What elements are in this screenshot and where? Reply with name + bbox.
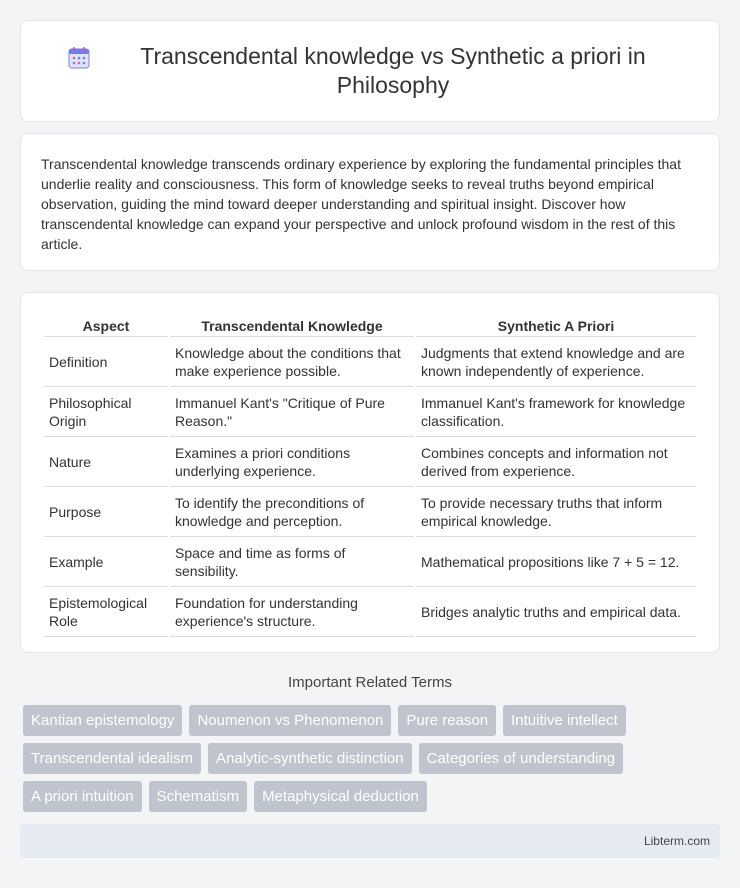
comparison-card <box>20 292 720 653</box>
comparison-table <box>42 313 698 638</box>
term-row <box>23 781 723 812</box>
cell-synthetic: Bridges analytic truths and empirical data. <box>416 588 696 637</box>
cell-aspect: Epistemological Role <box>44 588 168 637</box>
table-row <box>44 338 696 387</box>
table-row <box>44 438 696 487</box>
term-tag[interactable]: Transcendental idealism <box>23 743 201 774</box>
cell-transcendental: Examines a priori conditions underlying experience. <box>170 438 414 487</box>
cell-aspect: Purpose <box>44 488 168 537</box>
title-wrap <box>60 42 680 100</box>
cell-synthetic: Judgments that extend knowledge and are known independently of experience. <box>416 338 696 387</box>
table-row <box>44 538 696 587</box>
cell-synthetic: Immanuel Kant's framework for knowledge classification. <box>416 388 696 437</box>
table-row <box>44 588 696 637</box>
table-row <box>44 388 696 437</box>
intro-paragraph: Transcendental knowledge transcends ordinary experience by exploring the fundamental principles that underlie reality and consciousness. This form of knowledge seeks to reveal truths beyond empirical observation, guiding the mind toward deeper understanding and spiritual insight. Discover how transcendental knowledge can expand your perspective and unlock profound wisdom in the rest of this article. <box>41 156 681 252</box>
term-row <box>23 743 723 774</box>
related-terms <box>23 705 723 819</box>
cell-transcendental: Knowledge about the conditions that make experience possible. <box>170 338 414 387</box>
cell-synthetic: Mathematical propositions like 7 + 5 = 12. <box>416 538 696 587</box>
table-header-row <box>44 314 696 337</box>
term-tag[interactable]: Analytic-synthetic distinction <box>208 743 412 774</box>
page-title: Transcendental knowledge vs Synthetic a priori in Philosophy <box>140 43 646 98</box>
cell-transcendental: Immanuel Kant's "Critique of Pure Reason." <box>170 388 414 437</box>
term-tag[interactable]: Kantian epistemology <box>23 705 182 736</box>
cell-aspect: Nature <box>44 438 168 487</box>
footer <box>20 824 720 858</box>
term-tag[interactable]: Pure reason <box>398 705 496 736</box>
cell-transcendental: Foundation for understanding experience's structure. <box>170 588 414 637</box>
cell-transcendental: To identify the preconditions of knowledge and perception. <box>170 488 414 537</box>
term-tag[interactable]: Schematism <box>149 781 248 812</box>
term-tag[interactable]: Categories of understanding <box>419 743 623 774</box>
header-synthetic: Synthetic A Priori <box>416 314 696 337</box>
cell-aspect: Example <box>44 538 168 587</box>
calendar-icon <box>67 46 91 70</box>
cell-aspect: Philosophical Origin <box>44 388 168 437</box>
header-aspect: Aspect <box>44 314 168 337</box>
related-terms-heading: Important Related Terms <box>288 674 452 691</box>
title-card <box>20 20 720 122</box>
term-tag[interactable]: Metaphysical deduction <box>254 781 427 812</box>
cell-transcendental: Space and time as forms of sensibility. <box>170 538 414 587</box>
cell-aspect: Definition <box>44 338 168 387</box>
term-tag[interactable]: A priori intuition <box>23 781 142 812</box>
term-tag[interactable]: Noumenon vs Phenomenon <box>189 705 391 736</box>
term-row <box>23 705 723 736</box>
cell-synthetic: Combines concepts and information not derived from experience. <box>416 438 696 487</box>
cell-synthetic: To provide necessary truths that inform empirical knowledge. <box>416 488 696 537</box>
header-transcendental: Transcendental Knowledge <box>170 314 414 337</box>
table-row <box>44 488 696 537</box>
term-tag[interactable]: Intuitive intellect <box>503 705 626 736</box>
intro-card <box>20 133 720 271</box>
footer-site-link[interactable]: Libterm.com <box>643 834 710 848</box>
